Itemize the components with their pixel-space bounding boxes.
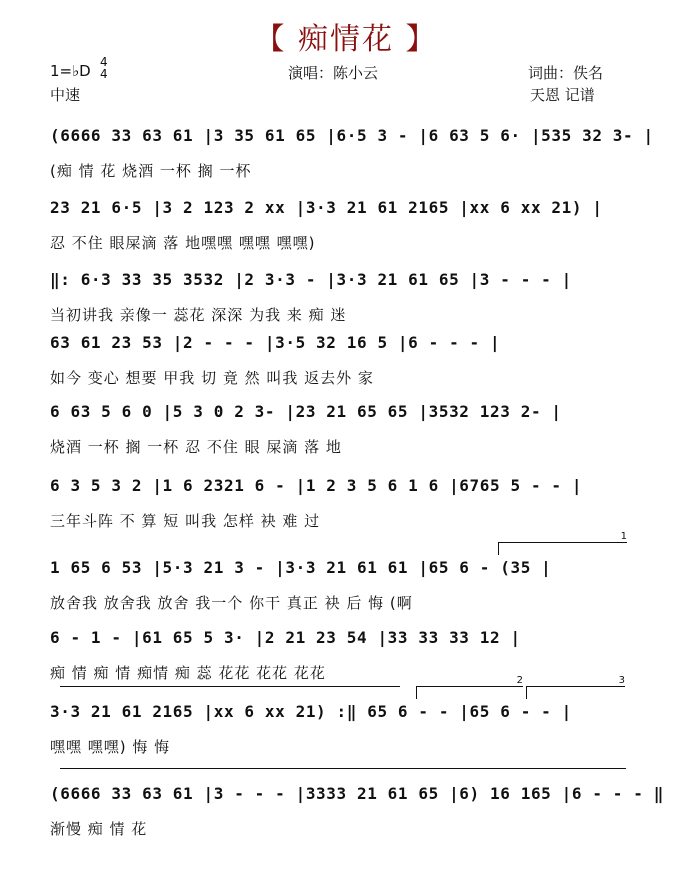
lyrics-line: 烧酒 一杯 搁 一杯 忍 不住 眼 屎滴 落 地 [50, 438, 342, 456]
lyrics-line: 痴 情 痴 情 痴情 痴 蕊 花花 花花 花花 [50, 664, 326, 682]
ending-bracket-line [60, 686, 400, 687]
numbered-notation-line: 1 65 6 53 |5·3 21 3 - |3·3 21 61 61 |65 6 - (35 | [50, 558, 552, 577]
song-title: 【 痴情花 】 [254, 22, 438, 57]
numbered-notation-line: 63 61 23 53 |2 - - - |3·5 32 16 5 |6 - - - | [50, 333, 501, 352]
score-system-2 [0, 198, 692, 278]
lyrics-line: (痴 情 花 烧酒 一杯 搁 一杯 [50, 162, 252, 180]
time-sig-bottom: 4 [100, 67, 108, 81]
volta-ending-3: 3 [526, 686, 625, 699]
lyrics-line: 嘿嘿 嘿嘿) 悔 悔 [50, 738, 171, 756]
score-system-9 [0, 675, 692, 782]
numbered-notation-line: 23 21 6·5 |3 2 123 2 xx |3·3 21 61 2165 |xx 6 xx 21) | [50, 198, 603, 217]
lyrics-line: 忍 不住 眼屎滴 落 地嘿嘿 嘿嘿 嘿嘿) [50, 234, 316, 252]
lyrics-line: 如今 变心 想要 甲我 切 竟 然 叫我 返去外 家 [50, 369, 374, 387]
lyrics-line: 渐慢 痴 情 花 [50, 820, 148, 838]
ending-bracket-line [60, 768, 626, 769]
lyrics-line: 三年斗阵 不 算 短 叫我 怎样 袂 难 过 [50, 512, 321, 530]
time-signature [100, 56, 108, 80]
numbered-notation-line: (6666 33 63 61 |3 35 61 65 |6·5 3 - |6 63 5 6· |535 32 3- | [50, 126, 654, 145]
singer-credit: 演唱：陈小云 [288, 64, 379, 82]
key-signature: 1=♭D [50, 62, 91, 80]
volta-ending-2: 2 [416, 686, 523, 699]
numbered-notation-line: ‖: 6·3 33 35 3532 |2 3·3 - |3·3 21 61 65 |3 - - - | [50, 270, 572, 289]
lyrics-line: 放舍我 放舍我 放舍 我一个 你干 真正 袂 后 悔 (啊 [50, 594, 413, 612]
tempo-marking: 中速 [50, 86, 81, 104]
score-system-10 [0, 784, 692, 864]
score-system-5 [0, 402, 692, 482]
time-sig-top: 4 [100, 55, 108, 69]
numbered-notation-line: 6 - 1 - |61 65 5 3· |2 21 23 54 |33 33 33 12 | [50, 628, 521, 647]
numbered-notation-line: (6666 33 63 61 |3 - - - |3333 21 61 65 |6) 16 165 |6 - - - ‖ [50, 784, 664, 803]
numbered-notation-line: 6 63 5 6 0 |5 3 0 2 3- |23 21 65 65 |3532 123 2- | [50, 402, 562, 421]
score-system-7 [0, 531, 692, 638]
numbered-notation-line: 3·3 21 61 2165 |xx 6 xx 21) :‖ 65 6 - - |65 6 - - | [50, 702, 572, 721]
transcriber-credit: 天恩 记谱 [530, 86, 595, 104]
composer-credit: 词曲：佚名 [528, 64, 604, 82]
score-system-4 [0, 333, 692, 413]
lyrics-line: 当初讲我 亲像一 蕊花 深深 为我 来 痴 迷 [50, 306, 347, 324]
volta-ending-1: 1 [498, 542, 627, 555]
score-system-1 [0, 126, 692, 206]
numbered-notation-line: 6 3 5 3 2 |1 6 2321 6 - |1 2 3 5 6 1 6 |6765 5 - - | [50, 476, 583, 495]
